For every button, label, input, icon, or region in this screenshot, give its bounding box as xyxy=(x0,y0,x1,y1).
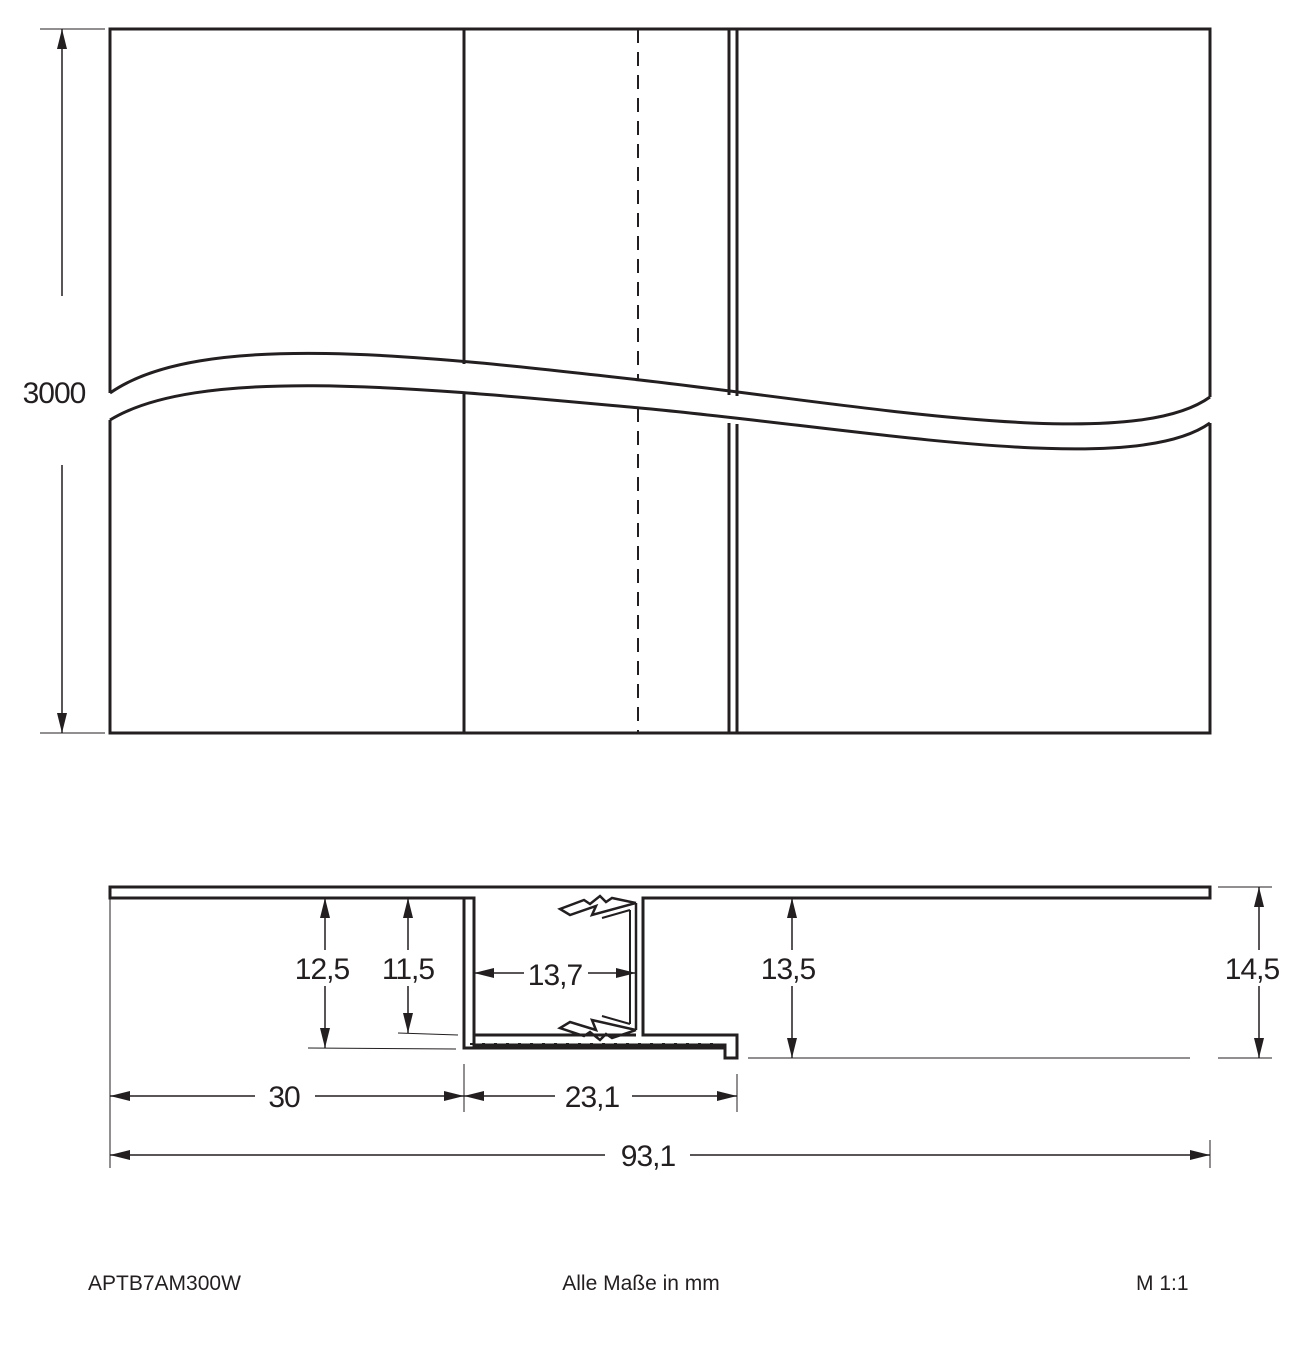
dim-label-30: 30 xyxy=(268,1081,300,1114)
length-dimension-label: 3000 xyxy=(22,377,86,410)
top-view-lower-outline xyxy=(110,420,1210,733)
top-view xyxy=(23,29,1210,733)
top-view-upper-outline xyxy=(110,29,1210,397)
dim-label-13-5: 13,5 xyxy=(760,953,816,986)
units-note: Alle Maße in mm xyxy=(562,1272,720,1295)
scale-label: M 1:1 xyxy=(1136,1272,1189,1295)
dim-label-13-7: 13,7 xyxy=(527,959,583,992)
led-clip-inner-line xyxy=(602,910,630,1024)
article-number: APTB7AM300W xyxy=(88,1272,241,1295)
ext-line-12-5 xyxy=(308,1048,456,1049)
ext-line-11-5 xyxy=(398,1033,458,1035)
dim-label-12-5: 12,5 xyxy=(294,953,350,986)
break-line-lower xyxy=(110,386,1210,449)
dim-label-11-5: 11,5 xyxy=(381,953,435,986)
cross-section xyxy=(110,887,1294,1173)
break-line-upper xyxy=(110,353,1210,424)
dim-label-14-5: 14,5 xyxy=(1224,953,1280,986)
dim-label-23-1: 23,1 xyxy=(564,1081,620,1114)
profile-top-flange xyxy=(110,887,1210,1058)
dim-label-93-1: 93,1 xyxy=(620,1140,676,1173)
